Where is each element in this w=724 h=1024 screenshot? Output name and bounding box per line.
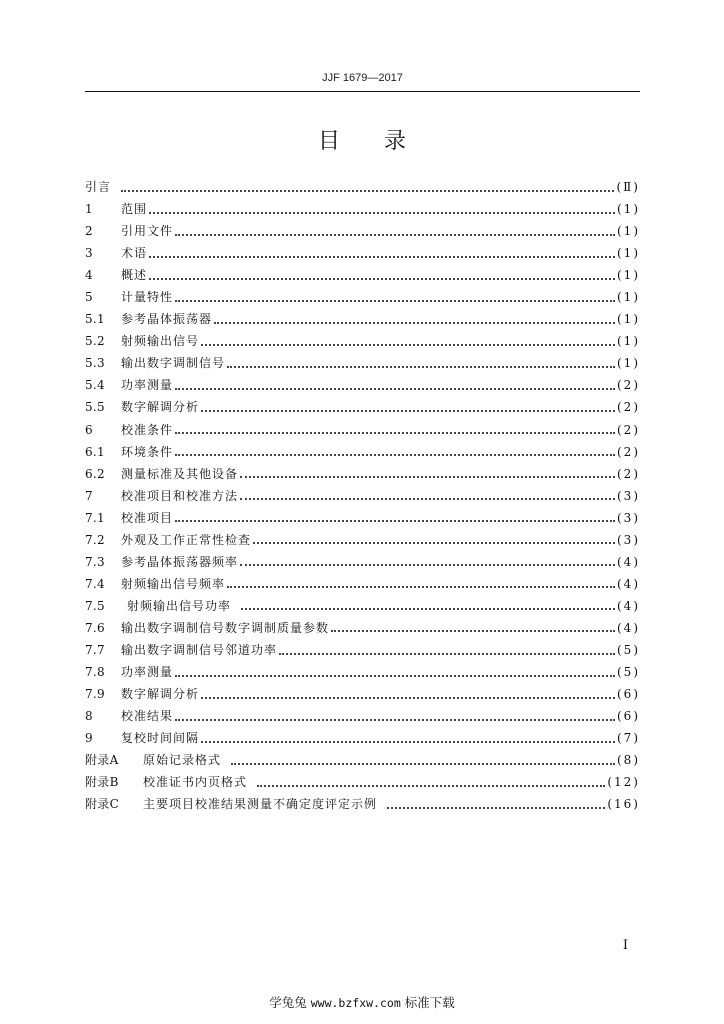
- dot-leader: [175, 233, 615, 236]
- toc-entry-number: 5: [85, 290, 93, 305]
- toc-entry-number: 7.1: [85, 510, 105, 525]
- toc-entry[interactable]: [85, 683, 640, 705]
- toc-entry-number: 7.7: [85, 643, 105, 657]
- toc-entry-number: 5.1: [85, 312, 105, 327]
- title-char-2: 录: [384, 129, 407, 154]
- toc-entry[interactable]: [85, 661, 640, 683]
- dot-leader: [201, 696, 615, 699]
- toc-entry-number: 7.5: [85, 598, 105, 613]
- toc-entry[interactable]: [85, 639, 640, 661]
- toc-entry[interactable]: [85, 286, 640, 308]
- dot-leader: [253, 541, 615, 544]
- toc-entry-page: (7): [617, 731, 640, 746]
- toc-entry-number: 1: [85, 202, 93, 217]
- header-rule: [85, 91, 640, 92]
- toc-entry-label: 原始记录格式: [143, 753, 222, 768]
- dot-leader: [201, 740, 615, 743]
- toc-entry-page: (16): [607, 797, 640, 812]
- toc-entry-number: 7.8: [85, 665, 105, 680]
- toc-entry-page: (4): [617, 598, 640, 613]
- dot-leader: [175, 299, 615, 302]
- toc-entry[interactable]: [85, 573, 640, 595]
- toc-entry-label: 引言: [85, 180, 112, 195]
- toc-entry-number: 3: [85, 246, 93, 261]
- footer-site-name: 学兔兔: [269, 995, 307, 1010]
- dot-leader: [175, 718, 615, 721]
- footer-url[interactable]: www.bzfxw.com: [310, 996, 401, 1010]
- toc-entry[interactable]: [85, 441, 640, 463]
- toc-entry-page: (2): [617, 466, 640, 481]
- dot-leader: [240, 497, 615, 500]
- dot-leader: [241, 607, 615, 610]
- toc-entry[interactable]: [85, 507, 640, 529]
- toc-entry-number: 5.4: [85, 378, 105, 393]
- toc-entry[interactable]: [85, 727, 640, 749]
- toc-entry-number: 5.5: [85, 400, 105, 415]
- toc-entry[interactable]: [85, 242, 640, 264]
- toc-entry[interactable]: [85, 176, 640, 198]
- toc-entry[interactable]: [85, 551, 640, 573]
- dot-leader: [279, 652, 615, 655]
- toc-entry-number: 2: [85, 224, 93, 239]
- toc-entry-label: 数字解调分析: [121, 687, 200, 702]
- toc-entry-page: (2): [617, 422, 640, 437]
- toc-entry[interactable]: [85, 771, 640, 793]
- toc-entry-label: 功率测量: [121, 378, 174, 393]
- toc-entry-page: (2): [617, 400, 640, 415]
- toc-entry-page: (5): [617, 643, 640, 657]
- dot-leader: [257, 784, 605, 787]
- dot-leader: [240, 563, 615, 566]
- toc-entry[interactable]: [85, 463, 640, 485]
- toc-entry[interactable]: [85, 396, 640, 418]
- toc-entry-label: 校准条件: [121, 422, 174, 437]
- toc-entry-label: 射频输出信号功率: [127, 598, 232, 613]
- toc-entry[interactable]: [85, 352, 640, 374]
- dot-leader: [149, 255, 615, 258]
- toc-entry[interactable]: [85, 419, 640, 441]
- dot-leader: [175, 453, 615, 456]
- dot-leader: [201, 343, 615, 346]
- toc-entry-number: 附录C: [85, 797, 120, 812]
- toc-entry-label: 校准项目: [121, 510, 174, 525]
- document-code-header: JJF 1679—2017: [322, 72, 403, 84]
- dot-leader: [214, 321, 615, 324]
- dot-leader: [387, 806, 605, 809]
- toc-entry[interactable]: [85, 595, 640, 617]
- toc-entry-page: (1): [617, 312, 640, 327]
- toc-entry-number: 7.3: [85, 554, 105, 569]
- toc-entry-page: (5): [617, 665, 640, 680]
- toc-entry-page: (4): [617, 620, 640, 635]
- toc-entry-label: 输出数字调制信号: [121, 356, 226, 371]
- dot-leader: [231, 762, 615, 765]
- toc-entry-label: 功率测量: [121, 665, 174, 680]
- dot-leader: [240, 475, 615, 478]
- toc-entry-page: (6): [617, 709, 640, 724]
- dot-leader: [175, 431, 615, 434]
- toc-entry[interactable]: [85, 308, 640, 330]
- toc-entry[interactable]: [85, 529, 640, 551]
- page-number: I: [622, 938, 628, 953]
- toc-entry-page: (1): [617, 246, 640, 261]
- toc-entry-page: (8): [617, 753, 640, 768]
- dot-leader: [331, 629, 615, 632]
- toc-entry-number: 6.1: [85, 444, 105, 459]
- toc-entry-page: (1): [617, 224, 640, 239]
- toc-entry-page: (3): [617, 488, 640, 503]
- toc-entry[interactable]: [85, 264, 640, 286]
- toc-entry-label: 射频输出信号频率: [121, 576, 226, 591]
- toc-entry[interactable]: [85, 198, 640, 220]
- toc-entry-page: (1): [617, 334, 640, 349]
- toc-entry-page: (1): [617, 202, 640, 217]
- toc-entry-label: 参考晶体振荡器: [121, 312, 213, 327]
- toc-entry-page: (1): [617, 356, 640, 371]
- toc-entry-number: 7.9: [85, 687, 105, 702]
- toc-entry-page: (4): [617, 576, 640, 591]
- toc-entry-label: 引用文件: [121, 224, 174, 239]
- toc-entry-label: 外观及工作正常性检查: [121, 532, 252, 547]
- toc-entry-label: 测量标准及其他设备: [121, 466, 239, 481]
- toc-entry-page: (1): [617, 290, 640, 305]
- toc-entry-label: 输出数字调制信号邻道功率: [121, 643, 278, 657]
- dot-leader: [227, 585, 615, 588]
- toc-entry[interactable]: [85, 749, 640, 771]
- toc-entry[interactable]: [85, 220, 640, 242]
- table-of-contents: [85, 176, 640, 815]
- dot-leader: [149, 211, 615, 214]
- toc-entry-label: 术语: [121, 246, 148, 261]
- toc-entry-page: (2): [617, 378, 640, 393]
- dot-leader: [175, 674, 615, 677]
- dot-leader: [227, 365, 615, 368]
- toc-entry-number: 4: [85, 268, 93, 283]
- toc-entry-number: 6: [85, 422, 93, 437]
- toc-entry-number: 7: [85, 488, 93, 503]
- toc-entry-page: (2): [617, 444, 640, 459]
- title-char-1: 目: [317, 129, 340, 154]
- toc-entry-label: 复校时间间隔: [121, 731, 200, 746]
- footer-tagline: 标准下载: [404, 995, 455, 1010]
- toc-entry-label: 主要项目校准结果测量不确定度评定示例: [143, 797, 378, 812]
- toc-entry-number: 7.4: [85, 576, 105, 591]
- toc-entry-label: 输出数字调制信号数字调制质量参数: [121, 620, 330, 635]
- toc-entry-page: (6): [617, 687, 640, 702]
- dot-leader: [149, 277, 615, 280]
- toc-entry-page: (3): [617, 510, 640, 525]
- toc-entry[interactable]: [85, 705, 640, 727]
- toc-entry[interactable]: [85, 485, 640, 507]
- dot-leader: [175, 519, 615, 522]
- dot-leader: [201, 409, 615, 412]
- toc-entry-page: (12): [607, 775, 640, 790]
- toc-entry-number: 7.2: [85, 532, 105, 547]
- toc-entry-number: 7.6: [85, 620, 105, 635]
- page-title: [0, 124, 724, 155]
- toc-entry-label: 计量特性: [121, 290, 174, 305]
- toc-entry-page: (1): [617, 268, 640, 283]
- toc-entry-label: 校准证书内页格式: [143, 775, 248, 790]
- dot-leader: [121, 189, 614, 192]
- toc-entry[interactable]: [85, 793, 640, 815]
- toc-entry-label: 射频输出信号: [121, 334, 200, 349]
- toc-entry-label: 环境条件: [121, 444, 174, 459]
- footer-watermark: [0, 993, 724, 1011]
- toc-entry-label: 参考晶体振荡器频率: [121, 554, 239, 569]
- toc-entry-page: (Ⅱ): [616, 180, 640, 195]
- toc-entry-number: 附录B: [85, 775, 119, 790]
- toc-entry-label: 概述: [121, 268, 148, 283]
- toc-entry-number: 5.2: [85, 334, 105, 349]
- toc-entry[interactable]: [85, 617, 640, 639]
- toc-entry-number: 6.2: [85, 466, 105, 481]
- toc-entry-number: 8: [85, 709, 93, 724]
- toc-entry-label: 范围: [121, 202, 148, 217]
- toc-entry-page: (3): [617, 532, 640, 547]
- dot-leader: [175, 387, 615, 390]
- toc-entry-number: 5.3: [85, 356, 105, 371]
- toc-entry[interactable]: [85, 330, 640, 352]
- toc-entry-label: 数字解调分析: [121, 400, 200, 415]
- toc-entry-page: (4): [617, 554, 640, 569]
- toc-entry-number: 9: [85, 731, 93, 746]
- toc-entry-label: 校准结果: [121, 709, 174, 724]
- toc-entry[interactable]: [85, 374, 640, 396]
- toc-entry-label: 校准项目和校准方法: [121, 488, 239, 503]
- toc-entry-number: 附录A: [85, 753, 119, 768]
